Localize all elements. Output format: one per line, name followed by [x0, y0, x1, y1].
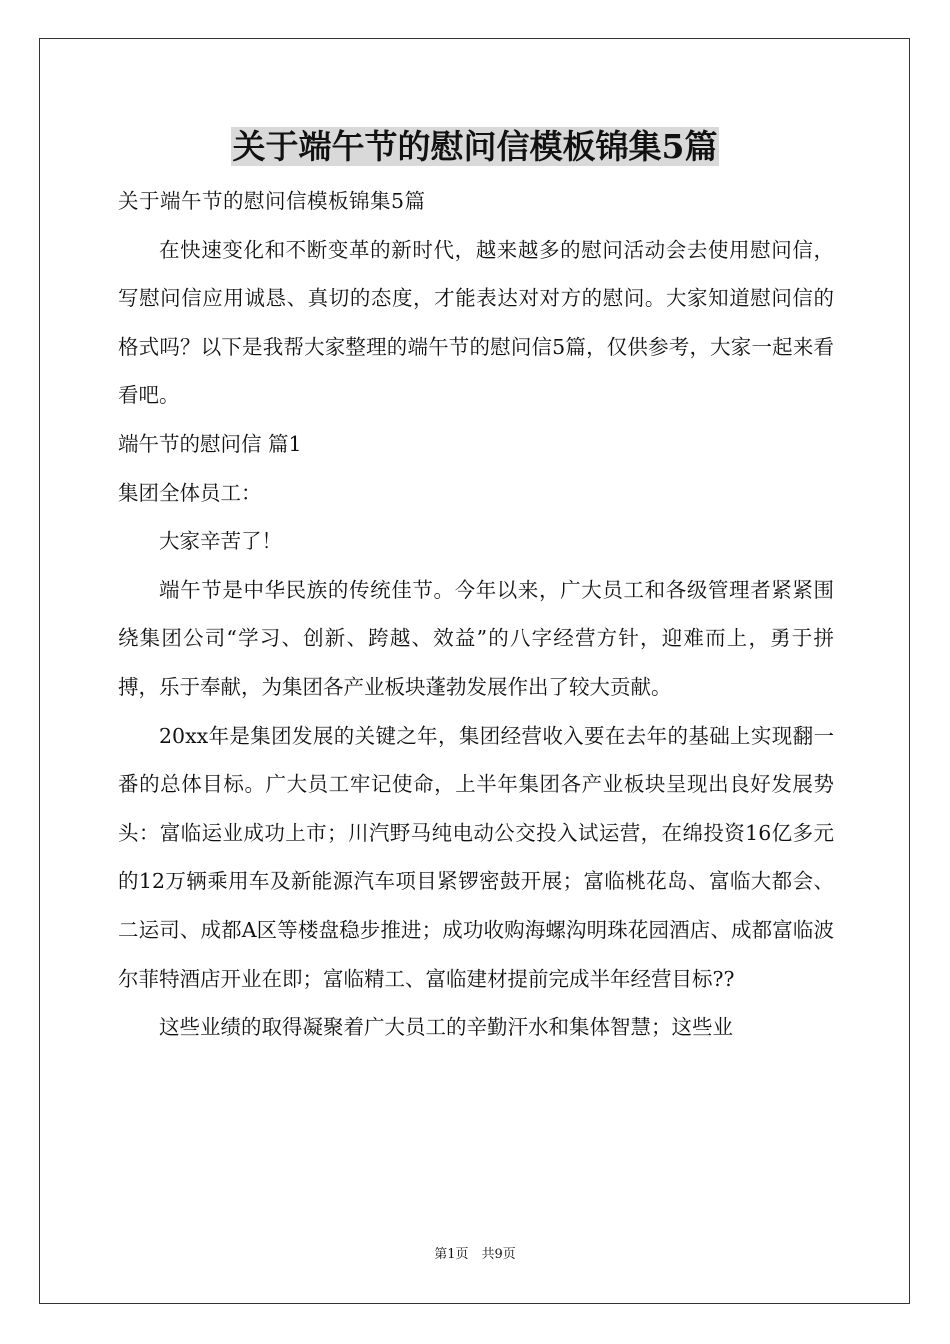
intro-paragraph: 在快速变化和不断变革的新时代，越来越多的慰问活动会去使用慰问信，写慰问信应用诚恳、真切的态度，才能表达对对方的慰问。大家知道慰问信的格式吗？以下是我帮大家整理的端午节的慰问信5篇，仅供参考，大家一起来看看吧。 [118, 237, 834, 408]
body-paragraph: 这些业绩的取得凝聚着广大员工的辛勤汗水和集体智慧；这些业 [159, 1015, 733, 1040]
page-footer [0, 1245, 950, 1265]
page-number: 第1页 共9页 [434, 1247, 516, 1262]
document-title [0, 122, 950, 172]
document-subtitle: 关于端午节的慰问信模板锦集5篇 [118, 189, 426, 213]
body-paragraph: 20xx年是集团发展的关键之年，集团经营收入要在去年的基础上实现翻一番的总体目标。广大员工牢记使命，上半年集团各产业板块呈现出良好发展势头：富临运业成功上市；川汽野马纯电动公交投入试运营，在绵投资16亿多元的12万辆乘用车及新能源汽车项目紧锣密鼓开展；富临桃花岛、富临大都会、二运司、成都A区等楼盘稳步推进；成功收购海螺沟明珠花园酒店、成都富临波尔菲特酒店开业在即；富临精工、富临建材提前完成半年经营目标?? [118, 723, 834, 991]
body-paragraph: 端午节是中华民族的传统佳节。今年以来，广大员工和各级管理者紧紧围绕集团公司“学习、创新、跨越、效益”的八字经营方针，迎难而上，勇于拼搏，乐于奉献，为集团各产业板块蓬勃发展作出了较大贡献。 [118, 577, 834, 699]
document-title-text: 关于端午节的慰问信模板锦集5篇 [232, 127, 718, 166]
greeting: 大家辛苦了！ [159, 529, 282, 554]
section-heading: 端午节的慰问信 篇1 [118, 431, 302, 456]
document-body [118, 177, 834, 1052]
salutation: 集团全体员工： [118, 480, 262, 505]
